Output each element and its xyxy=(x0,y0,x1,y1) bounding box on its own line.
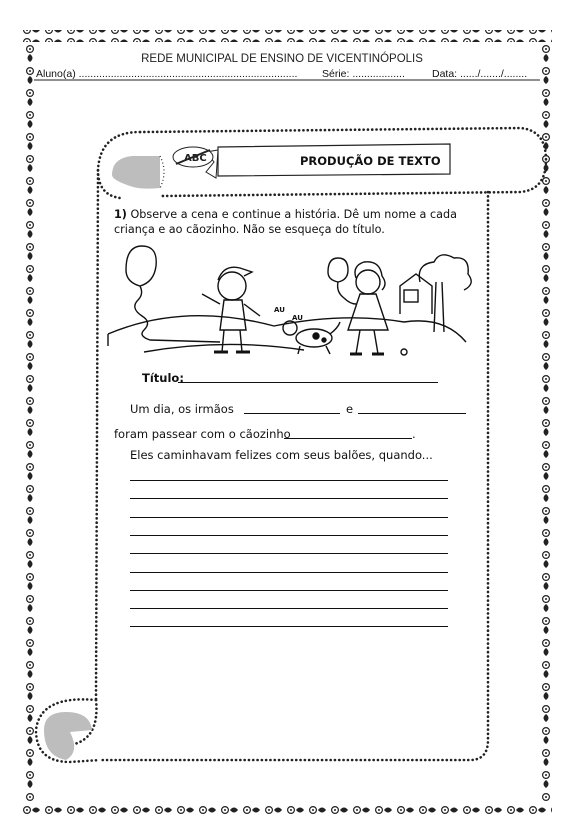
balloon-icon xyxy=(126,246,220,342)
writing-line[interactable] xyxy=(130,535,448,536)
dog-bark-right: AU xyxy=(292,314,303,322)
scene-illustration xyxy=(104,242,474,370)
writing-line[interactable] xyxy=(130,480,448,481)
balloon-icon xyxy=(328,258,356,304)
instruction-text: Observe a cena e continue a história. Dê um nome a cada criança e ao cãozinho. Não se esqueça do título. xyxy=(114,208,457,236)
story-start: Eles caminhavam felizes com seus balões, quando... xyxy=(130,448,433,462)
writing-line[interactable] xyxy=(130,498,448,499)
grade-field[interactable]: Série: .................. xyxy=(322,68,405,80)
writing-line[interactable] xyxy=(130,517,448,518)
exercise-number: 1) xyxy=(114,208,127,221)
exercise-instruction xyxy=(114,207,484,237)
sentence-period: . xyxy=(412,427,416,441)
sentence-part1: Um dia, os irmãos xyxy=(130,402,234,416)
writing-line[interactable] xyxy=(130,572,448,573)
writing-line[interactable] xyxy=(130,590,448,591)
tree-icon xyxy=(419,255,471,332)
sentence-and: e xyxy=(346,402,354,416)
abc-pencil-logo-icon xyxy=(170,144,216,170)
writing-line[interactable] xyxy=(130,553,448,554)
banner-title: PRODUÇÃO DE TEXTO xyxy=(300,154,441,168)
boy-figure-icon xyxy=(202,267,260,352)
student-name-field[interactable]: Aluno(a) ........................................................................... xyxy=(36,68,298,80)
house-icon xyxy=(400,274,432,314)
sibling-name-2-blank[interactable] xyxy=(358,413,466,414)
abc-logo-text: ABC xyxy=(184,153,207,164)
dog-name-blank[interactable] xyxy=(284,438,412,439)
dog-bark-left: AU xyxy=(274,306,285,314)
writing-line[interactable] xyxy=(130,608,448,609)
writing-line[interactable] xyxy=(130,626,448,627)
school-network-title: REDE MUNICIPAL DE ENSINO DE VICENTINÓPOLIS xyxy=(141,53,423,65)
dog-icon xyxy=(283,321,340,354)
title-blank[interactable] xyxy=(178,382,438,383)
title-label: Título: xyxy=(142,371,184,385)
sentence-part2: foram passear com o cãozinho xyxy=(114,427,291,441)
date-field[interactable]: Data: ....../......./........ xyxy=(432,68,528,80)
girl-figure-icon xyxy=(348,262,388,354)
sibling-name-1-blank[interactable] xyxy=(244,413,340,414)
